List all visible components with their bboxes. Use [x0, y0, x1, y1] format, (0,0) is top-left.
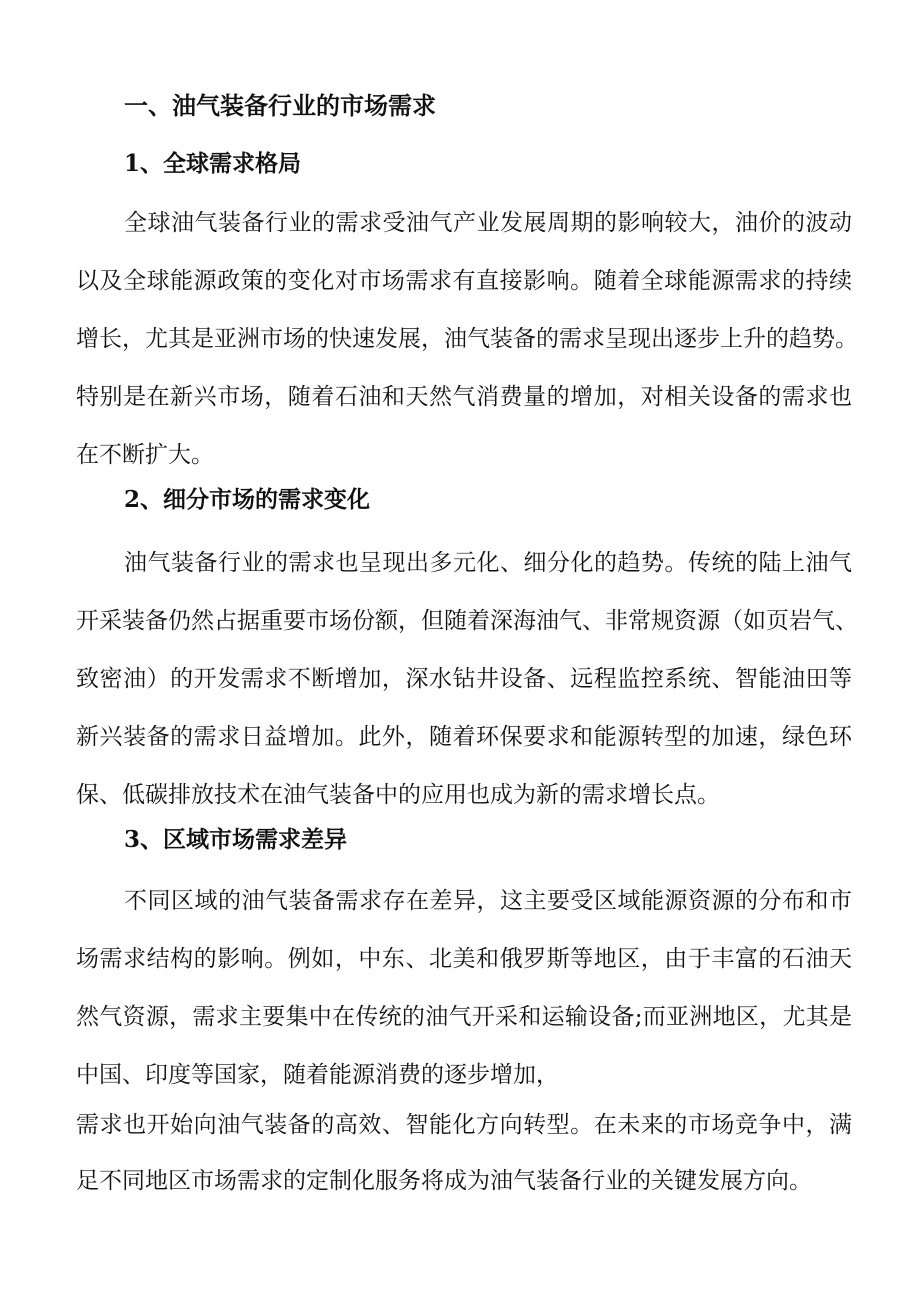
paragraph-line: 以及全球能源政策的变化对市场需求有直接影响。随着全球能源需求的持续	[76, 268, 852, 294]
paragraph-line: 致密油）的开发需求不断增加，深水钻井设备、远程监控系统、智能油田等	[76, 666, 852, 692]
paragraph-line: 足不同地区市场需求的定制化服务将成为油气装备行业的关键发展方向。	[76, 1168, 812, 1194]
paragraph-line: 特别是在新兴市场，随着石油和天然气消费量的增加，对相关设备的需求也	[76, 384, 852, 410]
subsection-title-segment-demand: 2、细分市场的需求变化	[124, 486, 371, 513]
paragraph-segment-demand	[76, 545, 858, 835]
paragraph-line: 增长，尤其是亚洲市场的快速发展，油气装备的需求呈现出逐步上升的趋势。	[76, 326, 858, 352]
paragraph-line: 然气资源，需求主要集中在传统的油气开采和运输设备;而亚洲地区，尤其是	[76, 1004, 852, 1030]
paragraph-regional-demand-continuation	[76, 1107, 852, 1219]
paragraph-line: 在不断扩大。	[76, 442, 214, 468]
subsection-title-global-demand: 1、全球需求格局	[124, 150, 302, 177]
subsection-title-regional-demand: 3、区域市场需求差异	[124, 826, 348, 853]
paragraph-line: 中国、印度等国家，随着能源消费的逐步增加，	[76, 1062, 559, 1088]
section-heading: 一、油气装备行业的市场需求	[124, 91, 436, 120]
paragraph-line: 场需求结构的影响。例如，中东、北美和俄罗斯等地区，由于丰富的石油天	[76, 946, 852, 972]
paragraph-line: 油气装备行业的需求也呈现出多元化、细分化的趋势。传统的陆上油气	[124, 550, 852, 576]
paragraph-line: 新兴装备的需求日益增加。此外，随着环保要求和能源转型的加速，绿色环	[76, 724, 852, 750]
paragraph-line: 不同区域的油气装备需求存在差异，这主要受区域能源资源的分布和市	[124, 888, 852, 914]
paragraph-regional-demand	[76, 883, 852, 1115]
paragraph-line: 开采装备仍然占据重要市场份额，但随着深海油气、非常规资源（如页岩气、	[76, 608, 858, 634]
paragraph-global-demand	[76, 205, 858, 495]
paragraph-line: 保、低碳排放技术在油气装备中的应用也成为新的需求增长点。	[76, 782, 720, 808]
paragraph-line: 全球油气装备行业的需求受油气产业发展周期的影响较大，油价的波动	[124, 210, 852, 236]
paragraph-line: 需求也开始向油气装备的高效、智能化方向转型。在未来的市场竞争中，满	[76, 1112, 852, 1138]
